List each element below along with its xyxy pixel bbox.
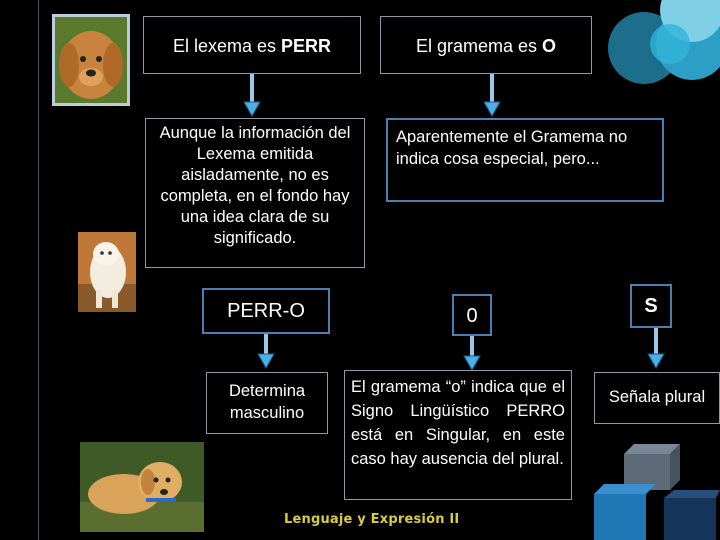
lexema-box <box>143 16 361 74</box>
plural-text: Señala plural <box>608 388 706 406</box>
arrow-s-down <box>646 328 666 370</box>
arrow-lexema-down <box>242 74 262 118</box>
zero-box <box>452 294 492 336</box>
arrow-perr-o-down <box>256 334 276 370</box>
decorative-circles <box>600 0 720 130</box>
arrow-zero-down <box>462 336 482 372</box>
s-box <box>630 284 672 328</box>
lexema-value: PERR <box>281 36 332 56</box>
lexema-info-text: Aunque la información del Lexema emitida aisladamente, no es completa, en el fondo hay una idea clara de su significado. <box>159 124 351 247</box>
footer-title: Lenguaje y Expresión II <box>284 512 460 527</box>
gramema-value: O <box>542 36 557 56</box>
singular-box <box>344 370 572 500</box>
s-text: S <box>644 295 658 317</box>
masculino-box <box>206 372 328 434</box>
zero-text: 0 <box>466 305 478 327</box>
left-divider-line <box>38 0 39 540</box>
singular-text: El gramema “o” indica que el Signo Lingüístico PERRO está en Singular, en este caso hay ausencia del plural. <box>351 378 565 468</box>
perr-o-box <box>202 288 330 334</box>
gramema-info-text: Aparentemente el Gramema no indica cosa especial, pero... <box>396 128 628 168</box>
dog-photo-top <box>52 14 130 106</box>
perr-o-text: PERR-O <box>227 300 305 322</box>
lexema-info-box <box>145 118 365 268</box>
arrow-gramema-down <box>482 74 502 118</box>
dog-photo-middle <box>78 232 136 312</box>
gramema-prefix: El gramema es <box>415 36 543 56</box>
dog-photo-bottom <box>80 442 204 532</box>
gramema-info-box <box>386 118 664 202</box>
plural-box <box>594 372 720 424</box>
gramema-box <box>380 16 592 74</box>
decorative-cubes <box>590 440 720 540</box>
masculino-text: Determina masculino <box>228 382 306 422</box>
lexema-prefix: El lexema es <box>172 36 282 56</box>
